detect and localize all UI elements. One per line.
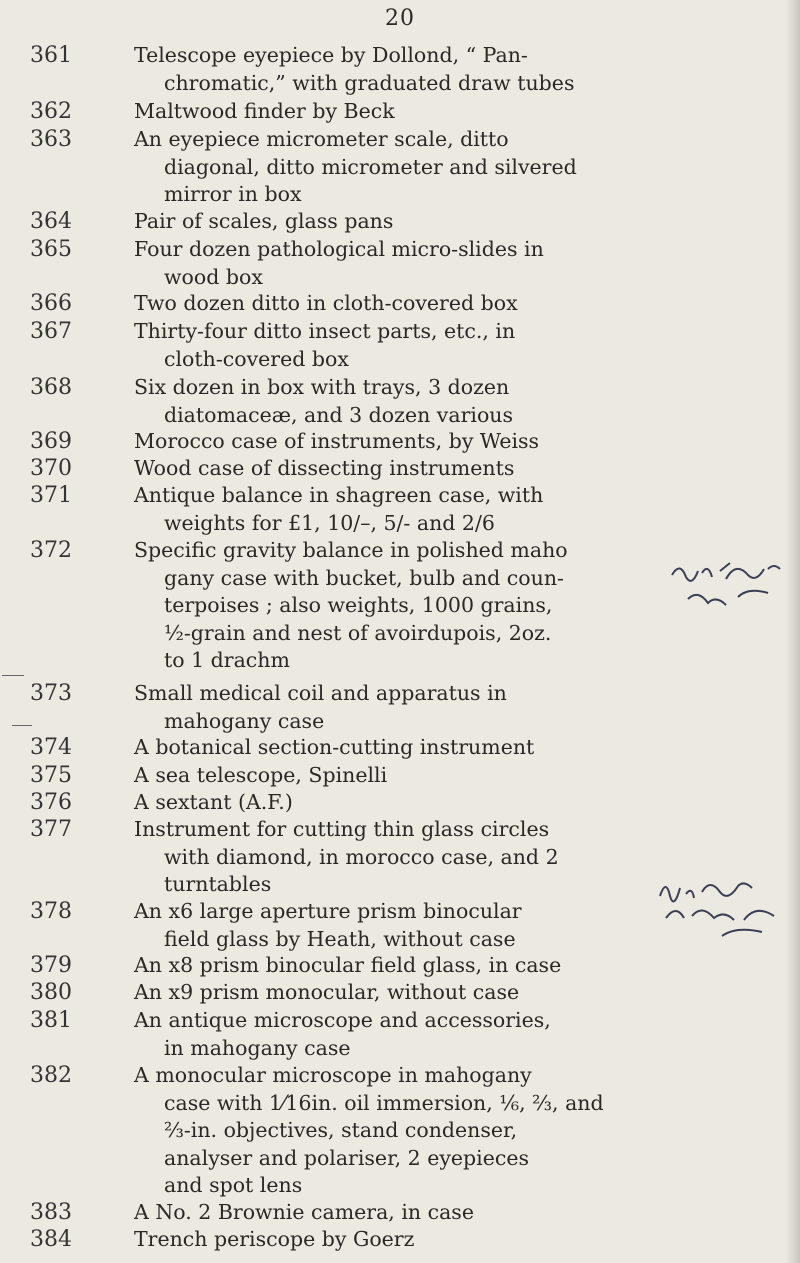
lot-description [134,98,774,126]
lot-description-line: Antique balance in shagreen case, with [134,483,544,507]
lot-number: 384 [30,1227,72,1252]
lot-description-line: chromatic,” with graduated draw tubes [164,70,575,95]
lot-description-line: Small medical coil and apparatus in [134,681,507,705]
lot-description [134,482,774,537]
lot-description-line: gany case with bucket, bulb and coun- [164,565,564,590]
handwritten-annotation-scribble [668,555,793,615]
lot-number: 378 [30,899,72,924]
lot-description-line: ⅔-in. objectives, stand condenser, [164,1118,518,1142]
lot-description [134,1062,774,1200]
lot-description-line: analyser and polariser, 2 eyepieces [164,1145,529,1170]
lot-description-line: weights for £1, 10/–, 5/- and 2/6 [164,510,495,535]
lot-number: 369 [30,429,72,454]
lot-number: 383 [30,1200,72,1225]
lot-description [134,236,774,291]
lot-number: 382 [30,1063,72,1088]
lot-description-line: ½-grain and nest of avoirdupois, 2oz. [164,620,552,645]
lot-number: 373 [30,681,72,706]
lot-description-line: Two dozen ditto in cloth-covered box [134,291,518,315]
lot-description-line: mirror in box [164,182,302,206]
lot-description-line: terpoises ; also weights, 1000 grains, [164,593,553,617]
lot-number: 372 [30,538,72,563]
lot-description-line: An antique microscope and accessories, [134,1008,551,1032]
lot-description [134,318,774,373]
lot-number: 365 [30,237,72,262]
lot-description-line: Instrument for cutting thin glass circles [134,817,550,841]
lot-description-line: wood box [164,264,263,289]
lot-description-line: turntables [164,872,272,896]
handwritten-annotation-scribble [652,870,792,945]
lot-number: 361 [30,43,72,68]
lot-description-line: An x8 prism binocular field glass, in case [134,953,562,977]
lot-description [134,455,774,483]
lot-description-line: with diamond, in morocco case, and 2 [164,844,559,869]
lot-number: 380 [30,980,72,1005]
lot-number: 362 [30,99,72,124]
lot-description-line: mahogany case [164,708,325,733]
lot-number: 366 [30,291,72,316]
lot-description [134,952,774,980]
lot-description [134,734,774,762]
lot-description-line: An eyepiece micrometer scale, ditto [134,127,509,151]
lot-number: 371 [30,483,72,508]
lot-description-line: Specific gravity balance in polished maho [134,538,568,562]
lot-description [134,126,774,209]
lot-number: 379 [30,953,72,978]
lot-description-line: An x9 prism monocular, without case [134,980,520,1004]
lot-description-line: A monocular microscope in mahogany [134,1063,532,1087]
lot-description [134,1226,774,1254]
lot-description-line: cloth-covered box [164,346,349,371]
lot-number: 368 [30,375,72,400]
lot-description-line: Six dozen in box with trays, 3 dozen [134,375,510,399]
lot-description [134,1199,774,1227]
lot-description [134,374,774,429]
margin-mark [2,675,24,676]
lot-description-line: A sextant (A.F.) [134,790,293,814]
lot-description-line: A No. 2 Brownie camera, in case [134,1200,474,1224]
lot-description [134,42,774,97]
lot-description-line: case with 1⁄16in. oil immersion, ⅙, ⅔, and [164,1090,604,1115]
lot-description-line: Thirty-four ditto insect parts, etc., in [134,319,516,343]
lot-description-line: field glass by Heath, without case [164,926,516,951]
lot-description [134,428,774,456]
lot-number: 364 [30,209,72,234]
lot-description-line: A botanical section-cutting instrument [134,735,535,759]
lot-number: 374 [30,735,72,760]
lot-number: 381 [30,1008,72,1033]
lot-description-line: Morocco case of instruments, by Weiss [134,429,540,453]
lot-description-line: to 1 drachm [164,648,290,672]
lot-description-line: Trench periscope by Goerz [134,1227,415,1251]
lot-description-line: diatomaceæ, and 3 dozen various [164,402,514,427]
lot-number: 363 [30,127,72,152]
lot-description [134,290,774,318]
lot-number: 367 [30,319,72,344]
lot-number: 375 [30,763,72,788]
lot-description [134,762,774,790]
page-number: 20 [385,6,415,31]
lot-description [134,680,774,735]
lot-description-line: Maltwood finder by Beck [134,99,395,123]
lot-description-line: A sea telescope, Spinelli [134,763,388,787]
lot-number: 370 [30,456,72,481]
lot-description-line: diagonal, ditto micrometer and silvered [164,154,577,179]
lot-description-line: An x6 large aperture prism binocular [134,899,522,923]
lot-description [134,789,774,817]
lot-description-line: in mahogany case [164,1035,351,1060]
lot-description-line: Four dozen pathological micro-slides in [134,237,544,261]
lot-number: 377 [30,817,72,842]
lot-description [134,208,774,236]
lot-description [134,979,774,1007]
lot-number: 376 [30,790,72,815]
lot-description-line: Wood case of dissecting instruments [134,456,515,480]
margin-mark [12,725,32,726]
page-edge [786,0,800,1263]
lot-description-line: and spot lens [164,1173,303,1197]
lot-description-line: Telescope eyepiece by Dollond, “ Pan- [134,43,528,67]
lot-description-line: Pair of scales, glass pans [134,209,394,233]
lot-description [134,1007,774,1062]
